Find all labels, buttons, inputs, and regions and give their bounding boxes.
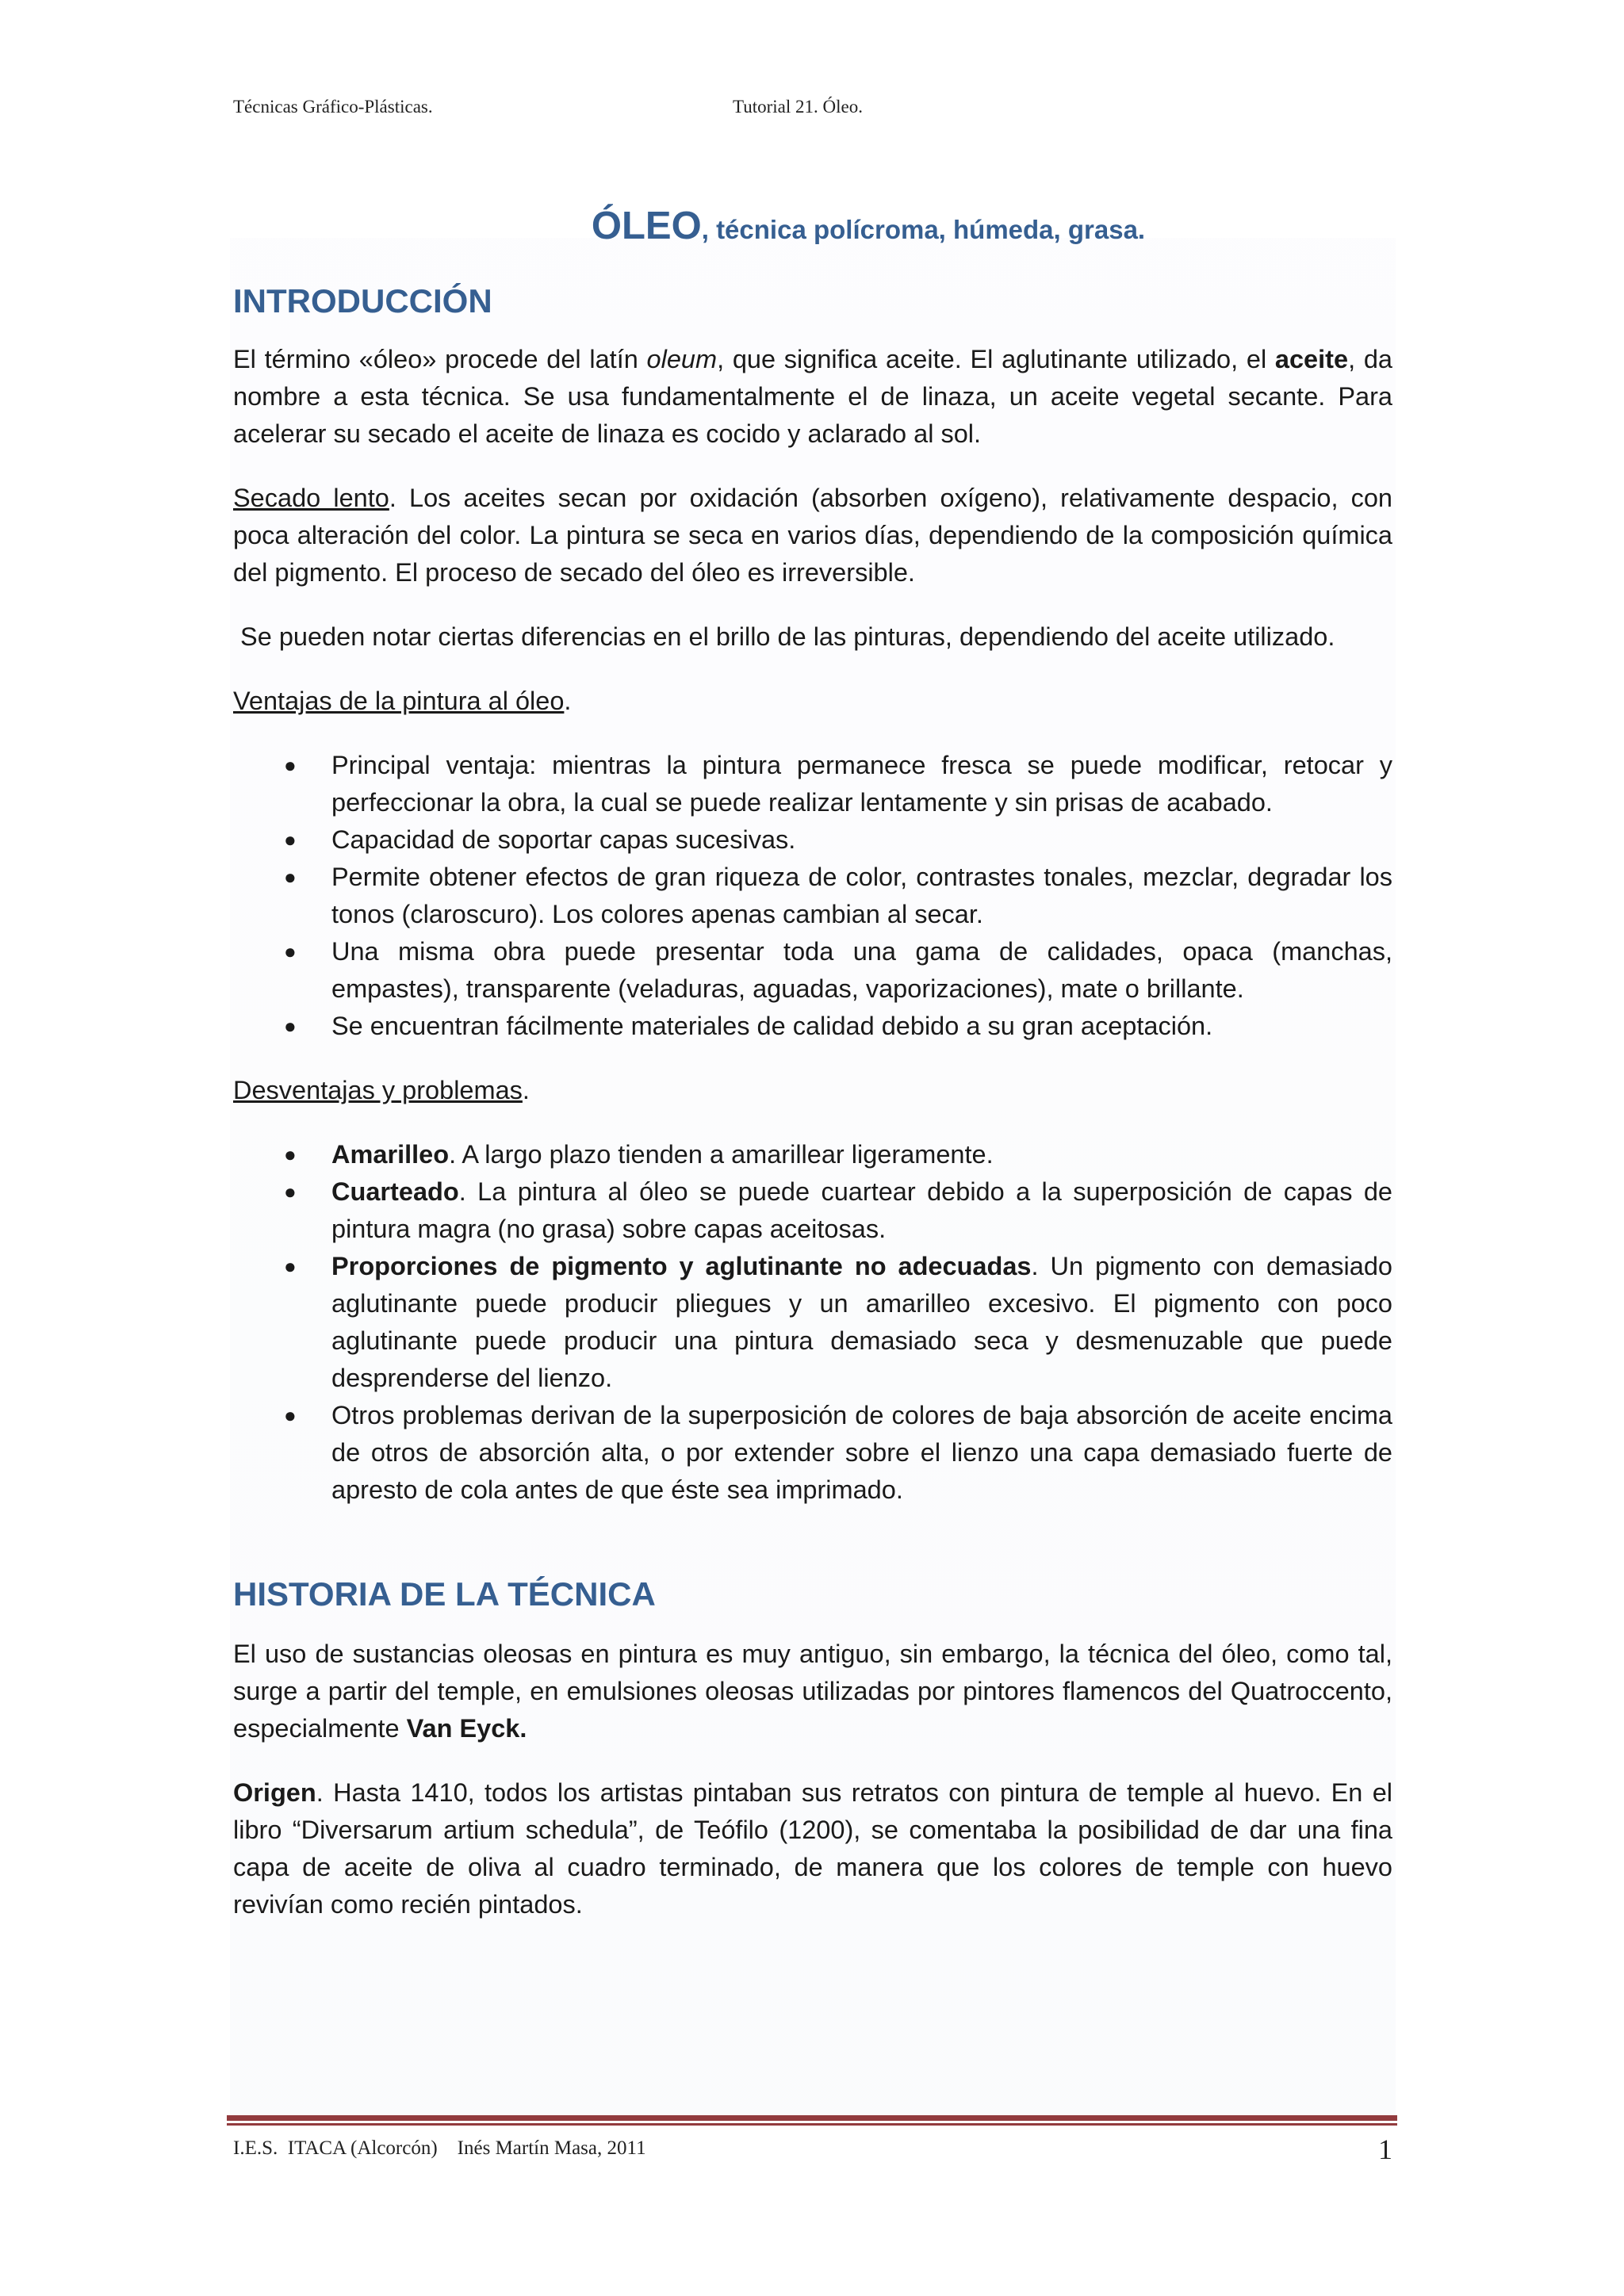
historia-paragraph-1 [233, 1636, 1392, 1747]
text-run: El término «óleo» procede del latín [233, 345, 647, 373]
underlined-label: Secado lento [233, 484, 389, 512]
bullet-icon: ● [284, 828, 297, 851]
list-item [233, 821, 1392, 859]
intro-paragraph-1 [233, 341, 1392, 453]
list-item [233, 859, 1392, 933]
list-item-text: Una misma obra puede presentar toda una gama de calidades, opaca (manchas, empastes), transparente (veladuras, aguadas, vaporizaciones), mate o brillante. [331, 937, 1392, 1003]
desventajas-label-line [233, 1072, 1392, 1109]
bold-term: aceite [1274, 345, 1349, 373]
list-item-text: Otros problemas derivan de la superposición de colores de baja absorción de aceite encima de otros de absorción alta, o por extender sobre el lienzo una capa demasiado fuerte de apresto de cola antes de que éste sea imprimado. [331, 1401, 1392, 1504]
desventajas-label: Desventajas y problemas [233, 1076, 523, 1104]
bullet-icon: ● [284, 1180, 297, 1203]
list-item-text: Se encuentran fácilmente materiales de calidad debido a su gran aceptación. [331, 1012, 1213, 1040]
text-run: , da nombre a esta técnica. Se usa fundamentalmente el de linaza, un aceite vegetal secante. Para acelerar su secado el aceite de linaza es cocido y aclarado al sol. [233, 345, 1392, 448]
document-title [233, 195, 1392, 257]
section-heading-historia: HISTORIA DE LA TÉCNICA [233, 1575, 656, 1613]
list-item-text: . Un pigmento con demasiado aglutinante puede producir pliegues y un amarilleo excesivo. El pigmento con poco aglutinante puede producir una pintura demasiado seca y desmenuzable que puede desprenderse del lienzo. [331, 1252, 1392, 1392]
list-item [233, 1397, 1392, 1509]
header-left: Técnicas Gráfico-Plásticas. [233, 97, 433, 117]
bullet-icon: ● [284, 939, 297, 963]
italic-term: oleum [646, 345, 718, 373]
footer-divider-thin [227, 2123, 1397, 2126]
bold-term: Origen [233, 1778, 316, 1807]
list-item [233, 1136, 1392, 1173]
desventajas-list [233, 1136, 1392, 1509]
list-item-bold: Amarilleo [331, 1140, 450, 1169]
bullet-icon: ● [284, 753, 297, 777]
list-item [233, 1008, 1392, 1045]
footer-divider [227, 2115, 1397, 2121]
bullet-icon: ● [284, 1403, 297, 1427]
text-run: El uso de sustancias oleosas en pintura es muy antiguo, sin embargo, la técnica del óleo, como tal, surge a partir del temple, en emulsiones oleosas utilizadas por pintores flamencos del Quatroccento, especialmente [233, 1640, 1392, 1743]
bullet-icon: ● [284, 1254, 297, 1278]
document-body [233, 195, 1392, 1950]
bullet-icon: ● [284, 1014, 297, 1038]
bold-term: Van Eyck. [406, 1714, 527, 1743]
ventajas-label: Ventajas de la pintura al óleo [233, 687, 565, 715]
list-item [233, 1173, 1392, 1248]
header-center: Tutorial 21. Óleo. [733, 97, 863, 117]
page-number: 1 [1378, 2133, 1392, 2165]
label-period: . [564, 687, 572, 715]
list-item-text: Permite obtener efectos de gran riqueza de color, contrastes tonales, mezclar, degradar los tonos (claroscuro). Los colores apenas cambian al secar. [331, 863, 1392, 928]
section-heading-introduccion: INTRODUCCIÓN [233, 282, 492, 320]
list-item-text: Capacidad de soportar capas sucesivas. [331, 825, 796, 854]
page-footer [233, 2133, 1392, 2165]
list-item-text: Principal ventaja: mientras la pintura permanece fresca se puede modificar, retocar y perfeccionar la obra, la cual se puede realizar lentamente y sin prisas de acabado. [331, 751, 1392, 817]
text-run: . Los aceites secan por oxidación (absorben oxígeno), relativamente despacio, con poca alteración del color. La pintura se seca en varios días, dependiendo de la composición química del pigmento. El proceso de secado del óleo es irreversible. [233, 484, 1393, 587]
title-rest: , técnica polícroma, húmeda, grasa. [701, 215, 1146, 244]
list-item-text: . La pintura al óleo se puede cuartear debido a la superposición de capas de pintura magra (no grasa) sobre capas aceitosas. [331, 1177, 1392, 1243]
bullet-icon: ● [284, 865, 297, 889]
intro-paragraph-2 [233, 480, 1392, 591]
list-item-bold: Proporciones de pigmento y aglutinante no adecuadas [331, 1252, 1032, 1280]
list-item-bold: Cuarteado [331, 1177, 459, 1206]
bullet-icon: ● [284, 1142, 297, 1166]
historia-paragraph-2 [233, 1774, 1392, 1923]
text-run: , que significa aceite. El aglutinante utilizado, el [717, 345, 1275, 373]
footer-left: I.E.S. ITACA (Alcorcón) Inés Martín Masa, 2011 [233, 2137, 646, 2159]
list-item [233, 933, 1392, 1008]
list-item-text: . A largo plazo tienden a amarillear ligeramente. [449, 1140, 994, 1169]
ventajas-list [233, 747, 1392, 1045]
title-main: ÓLEO [591, 205, 702, 247]
ventajas-label-line [233, 683, 1392, 720]
text-run: . Hasta 1410, todos los artistas pintaban sus retratos con pintura de temple al huevo. En el libro “Diversarum artium schedula”, de Teófilo (1200), se comentaba la posibilidad de dar una fina capa de aceite de oliva al cuadro terminado, de manera que los colores de temple con huevo revivían como recién pintados. [233, 1778, 1392, 1919]
list-item [233, 747, 1392, 821]
intro-paragraph-3: Se pueden notar ciertas diferencias en el brillo de las pinturas, dependiendo del aceite utilizado. [233, 622, 1335, 651]
list-item [233, 1248, 1392, 1397]
label-period: . [522, 1076, 530, 1104]
